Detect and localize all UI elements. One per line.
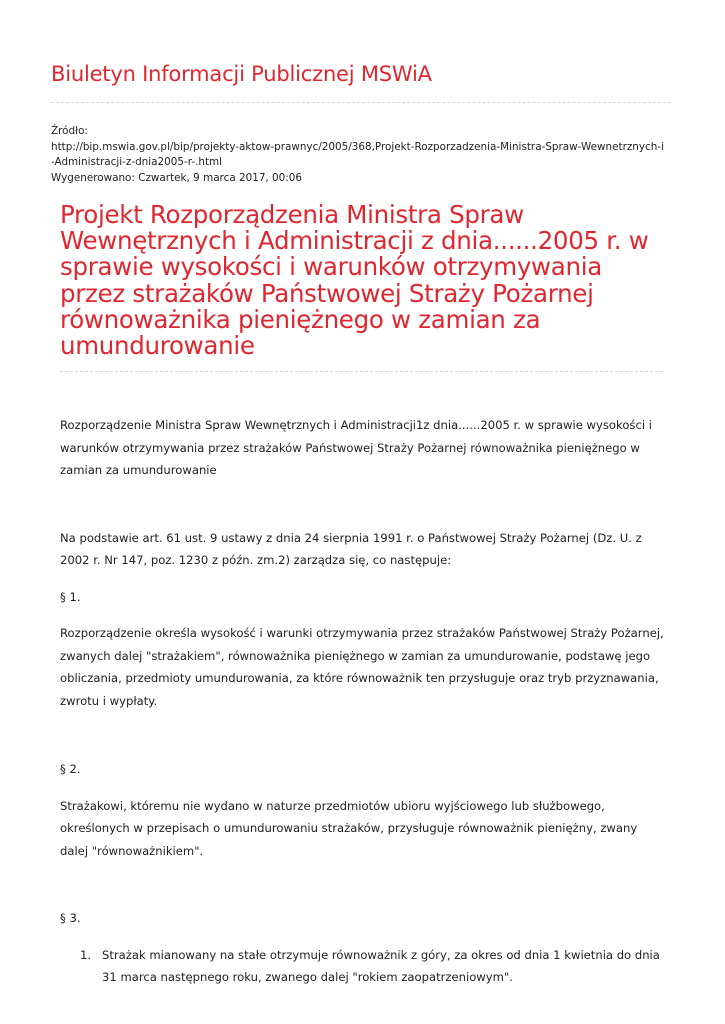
section-heading: § 3. (60, 911, 81, 925)
section-text: Rozporządzenie określa wysokość i warunki otrzymywania przez strażaków Państwowej Straży Pożarnej, zwanych dalej "strażakiem", równoważnika pieniężnego w zamian za umundurowanie, podstawę jego obliczania, przedmioty umundurowania, za które równoważnik ten przysługuje oraz tryb przyznawania, zwrotu i wypłaty. (60, 626, 664, 708)
regulation-lead: Rozporządzenie Ministra Spraw Wewnętrznych i Administracji1z dnia......2005 r. w sprawie wysokości i warunków otrzymywania przez strażaków Państwowej Straży Pożarnej równoważnika pieniężnego w zamian za umundurowanie (60, 418, 652, 477)
document-meta (51, 124, 676, 186)
list-item-text: Strażak mianowany na stałe otrzymuje równoważnik z góry, za okres od dnia 1 kwietnia do dnia 31 marca następnego roku, zwanego dalej "rokiem zaopatrzeniowym". (102, 947, 660, 984)
document-title: Projekt Rozporządzenia Ministra Spraw Wewnętrznych i Administracji z dnia......2005 r. w sprawie wysokości i warunków otrzymywania przez strażaków Państwowej Straży Pożarnej równoważnika pieniężnego w zamian za umundurowanie (60, 200, 649, 361)
header-divider (51, 102, 671, 103)
section-list (60, 944, 665, 989)
title-divider (60, 371, 663, 372)
source-url-line-1[interactable]: http://bip.mswia.gov.pl/bip/projekty-aktow-prawnyc/2005/368,Projekt-Rozporzadzenia-Ministra-Spraw-Wewnetrznych-i (51, 140, 664, 153)
legal-basis: Na podstawie art. 61 ust. 9 ustawy z dnia 24 sierpnia 1991 r. o Państwowej Straży Pożarnej (Dz. U. z 2002 r. Nr 147, poz. 1230 z późn. zm.2) zarządza się, co następuje: (60, 530, 642, 567)
generated-timestamp: Wygenerowano: Czwartek, 9 marca 2017, 00:06 (51, 171, 302, 184)
section-heading: § 1. (60, 589, 81, 604)
section-text: Strażakowi, któremu nie wydano w naturze przedmiotów ubioru wyjściowego lub służbowego, określonych w przepisach o umundurowaniu strażaków, przysługuje równoważnik pieniężny, zwany dalej "równoważnikiem". (60, 798, 638, 858)
document-body (60, 414, 665, 989)
source-label: Źródło: (51, 125, 88, 137)
list-item-number: 1. (80, 947, 92, 962)
site-title: Biuletyn Informacji Publicznej MSWiA (51, 62, 432, 86)
section-heading: § 2. (60, 762, 81, 776)
list-item (60, 944, 665, 989)
source-url-line-2[interactable]: -Administracji-z-dnia2005-r-.html (51, 156, 223, 168)
